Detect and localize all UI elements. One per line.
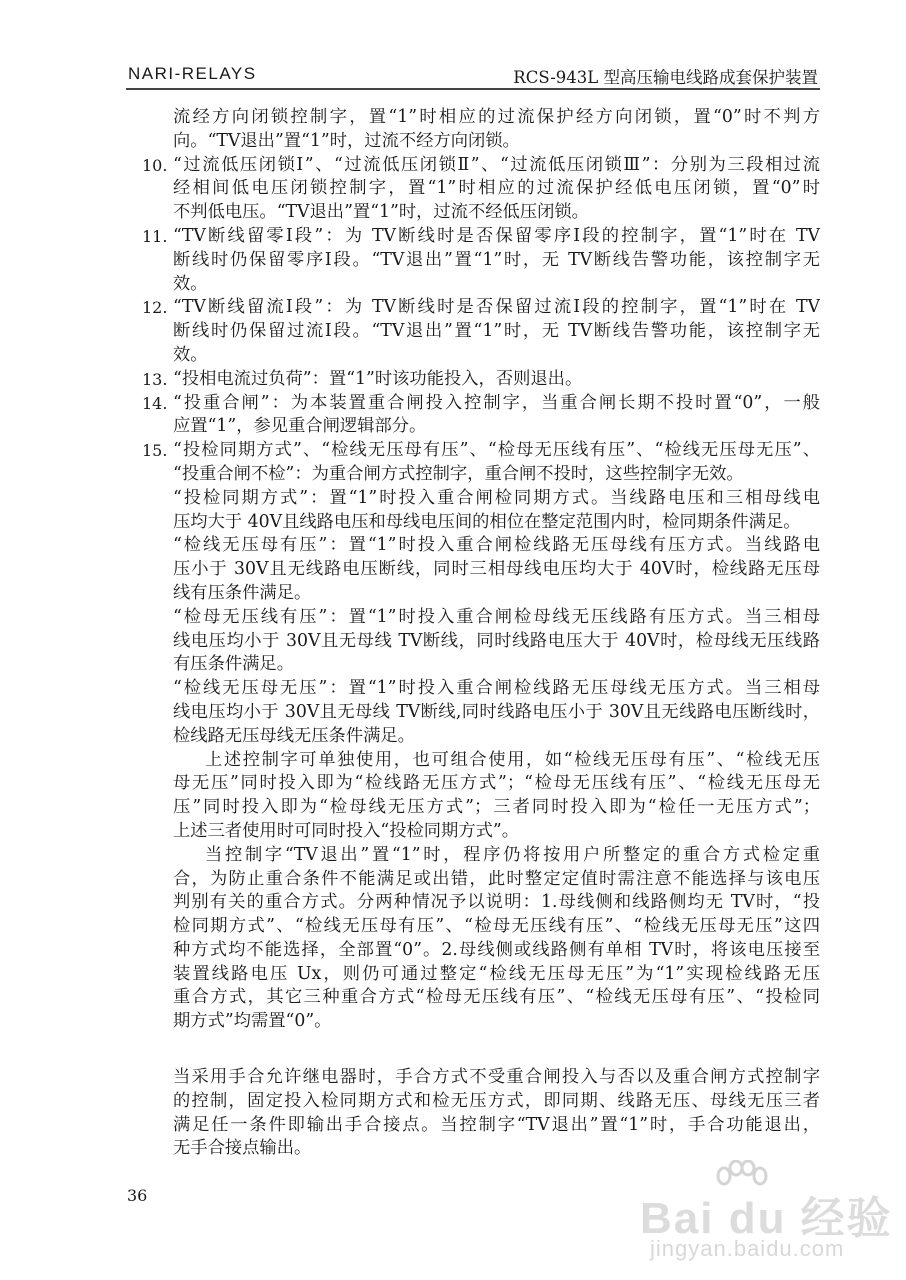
text-line: 满足任一条件即输出手合接点。当控制字“TV退出”置“1”时，手合功能退出， (173, 1114, 820, 1135)
item-number: 15. (142, 441, 168, 461)
item-number: 13. (142, 369, 168, 389)
text-line: 压小于 30V且无线路电压断线，同时三相母线电压均大于 40V时，检线路无压母 (173, 559, 820, 580)
text-line: “检线无压母有压”：置“1”时投入重合闸检线路无压母线有压方式。当线路电 (173, 535, 820, 556)
text-line: 合，为防止重合条件不能满足或出错，此时整定定值时需注意不能选择与该电压 (173, 868, 820, 889)
text-line: 当控制字“TV退出”置“1”时，程序仍将按用户所整定的重合方式检定重 (205, 844, 820, 865)
paragraph (128, 606, 820, 677)
text-line: “投相电流过负荷”：置“1”时该功能投入，否则退出。 (173, 368, 583, 389)
paragraph (128, 534, 820, 605)
text-line: 上述控制字可单独使用，也可组合使用，如“检线无压母有压”、“检线无压 (205, 749, 820, 770)
text-line: 流经方向闭锁控制字，置“1”时相应的过流保护经方向闭锁，置“0”时不判方 (173, 107, 820, 127)
text-line: 上述三者使用时可同时投入“投检同期方式”。 (173, 820, 520, 841)
text-line: 期方式”均需置“0”。 (173, 1011, 332, 1032)
header-right-title: RCS-943L 型高压输电线路成套保护装置 (513, 68, 818, 87)
text-line: 线电压均小于 30V且无母线 TV断线,同时线路电压小于 30V且无线路电压断线时， (173, 701, 820, 722)
paragraph (128, 749, 820, 844)
document-body (128, 106, 820, 1161)
text-line: 向。“TV退出”置“1”时，过流不经方向闭锁。 (173, 130, 520, 151)
numbered-item (128, 439, 820, 487)
baidu-watermark (640, 1150, 900, 1270)
text-line: 应置“1”，参见重合闸逻辑部分。 (173, 416, 427, 437)
paragraph (128, 487, 820, 535)
item-number: 11. (142, 226, 168, 246)
text-line: 检线路无压母线无压条件满足。 (173, 725, 415, 746)
item-number: 14. (142, 393, 168, 413)
text-line: 判别有关的重合方式。分两种情况予以说明：1.母线侧和线路侧均无 TV时，“投 (173, 892, 820, 913)
item-number: 10. (142, 155, 168, 175)
paragraph (128, 844, 820, 1034)
numbered-item (128, 225, 820, 296)
numbered-item (128, 154, 820, 225)
text-line: “过流低压闭锁Ⅰ”、“过流低压闭锁Ⅱ”、“过流低压闭锁Ⅲ”：分别为三段相过流 (173, 154, 820, 175)
text-line: 线有压条件满足。 (173, 582, 312, 603)
page-number: 36 (127, 1186, 148, 1205)
text-line: 断线时仍保留零序Ⅰ段。“TV退出”置“1”时，无 TV断线告警功能，该控制字无 (173, 249, 820, 270)
watermark-brand: Bai du 经验 (640, 1194, 893, 1243)
text-line: 线电压均小于 30V且无母线 TV断线，同时线路电压大于 40V时，检母线无压线路 (173, 630, 820, 651)
header-divider (126, 88, 820, 90)
text-line: 重合方式，其它三种重合方式“检母无压线有压”、“检线无压母有压”、“投检同 (173, 987, 820, 1008)
text-line: “投检同期方式”、“检线无压母有压”、“检母无压线有压”、“检线无压母无压”、 (173, 440, 820, 461)
text-line: 效。 (173, 344, 208, 365)
text-line: 检同期方式”、“检线无压母有压”、“检母无压线有压”、“检线无压母无压”这四 (173, 916, 820, 937)
text-line: 效。 (173, 273, 208, 294)
text-line: “投检同期方式”：置“1”时投入重合闸检同期方式。当线路电压和三相母线电 (173, 487, 820, 508)
paragraph (128, 106, 820, 154)
numbered-item (128, 392, 820, 440)
text-line: “TV断线留零Ⅰ段”：为 TV断线时是否保留零序Ⅰ段的控制字，置“1”时在 TV (173, 225, 820, 246)
text-line: 不判低电压。“TV退出”置“1”时，过流不经低压闭锁。 (173, 202, 589, 223)
text-line: 母无压”同时投入即为“检线路无压方式”；“检母无压线有压”、“检线无压母无 (173, 773, 820, 794)
item-number: 12. (142, 298, 168, 318)
text-line: 当采用手合允许继电器时，手合方式不受重合闸投入与否以及重合闸方式控制字 (173, 1067, 820, 1088)
paragraph (128, 1066, 820, 1161)
text-line: 装置线路电压 Ux，则仍可通过整定“检线无压母无压”为“1”实现检线路无压 (173, 963, 820, 984)
text-line: “投重合闸不检”：为重合闸方式控制字，重合闸不投时，这些控制字无效。 (173, 463, 744, 484)
text-line: 无手合接点输出。 (173, 1138, 312, 1159)
text-line: 的控制，固定投入检同期方式和检无压方式，即同期、线路无压、母线无压三者 (173, 1090, 820, 1111)
watermark-url: jingyan.baidu.com (650, 1236, 845, 1261)
text-line: 压均大于 40V且线路电压和母线电压间的相位在整定范围内时，检同期条件满足。 (173, 511, 801, 532)
numbered-item (128, 368, 820, 392)
text-line: 压”同时投入即为“检母线无压方式”；三者同时投入即为“检任一无压方式”； (173, 797, 820, 818)
header-left-brand: NARI-RELAYS (128, 64, 257, 83)
text-line: “投重合闸”：为本装置重合闸投入控制字，当重合闸长期不投时置“0”，一般 (173, 392, 820, 413)
text-line: 种方式均不能选择，全部置“0”。2.母线侧或线路侧有单相 TV时，将该电压接至 (173, 939, 820, 960)
text-line: 断线时仍保留过流Ⅰ段。“TV退出”置“1”时，无 TV断线告警功能，该控制字无 (173, 321, 820, 342)
text-line: “检线无压母无压”：置“1”时投入重合闸检线路无压母线无压方式。当三相母 (173, 678, 820, 699)
paragraph (128, 677, 820, 748)
text-line: 经相间低电压闭锁控制字，置“1”时相应的过流保护经低电压闭锁，置“0”时 (173, 178, 820, 199)
text-line: 有压条件满足。 (173, 654, 294, 675)
paragraph-gap (128, 1034, 820, 1066)
text-line: “TV断线留流Ⅰ段”：为 TV断线时是否保留过流Ⅰ段的控制字，置“1”时在 TV (173, 297, 820, 318)
text-line: “检母无压线有压”：置“1”时投入重合闸检母线无压线路有压方式。当三相母 (173, 606, 820, 627)
numbered-item (128, 296, 820, 367)
